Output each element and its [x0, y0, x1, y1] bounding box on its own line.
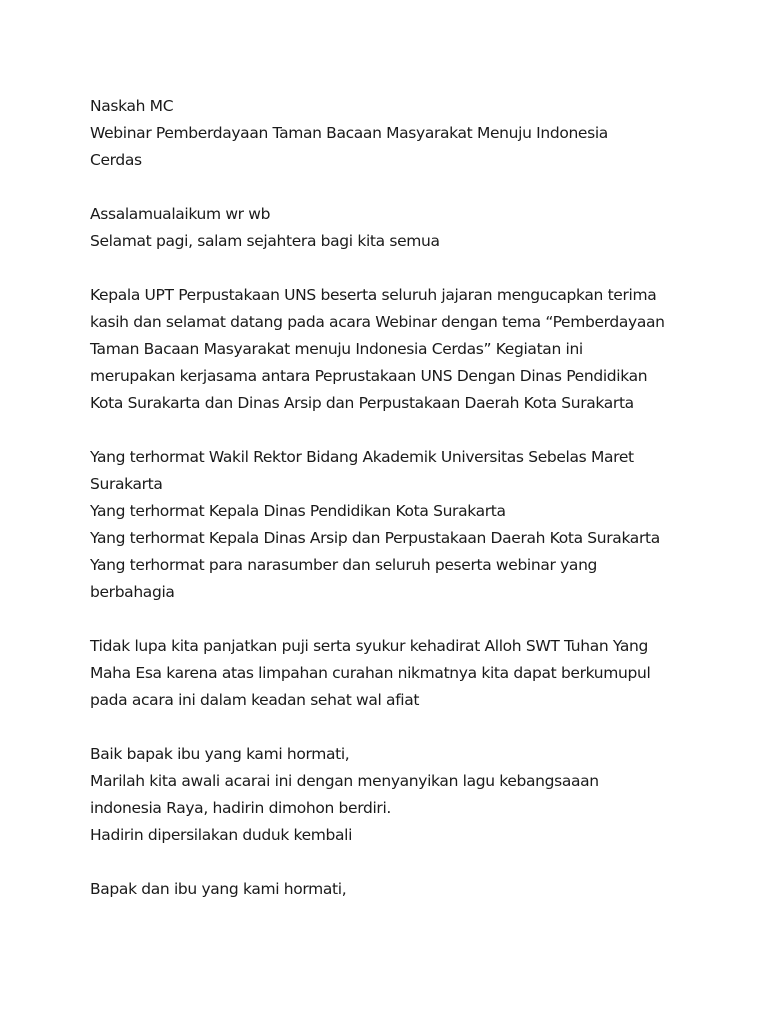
- text-line: Cerdas: [90, 151, 142, 169]
- paragraph-honorifics: [90, 444, 690, 606]
- text-line: Selamat pagi, salam sejahtera bagi kita semua: [90, 232, 440, 250]
- text-line: Kota Surakarta dan Dinas Arsip dan Perpustakaan Daerah Kota Surakarta: [90, 394, 634, 412]
- paragraph-welcome: [90, 282, 690, 417]
- text-line: Baik bapak ibu yang kami hormati,: [90, 745, 350, 763]
- paragraph-title: [90, 93, 690, 174]
- text-line: kasih dan selamat datang pada acara Webinar dengan tema “Pemberdayaan: [90, 313, 665, 331]
- paragraph-closing: [90, 876, 690, 903]
- paragraph-gratitude: [90, 633, 690, 714]
- text-line: pada acara ini dalam keadan sehat wal afiat: [90, 691, 420, 709]
- document-body: [90, 93, 690, 930]
- text-line: Yang terhormat Kepala Dinas Arsip dan Perpustakaan Daerah Kota Surakarta: [90, 529, 660, 547]
- text-line: Webinar Pemberdayaan Taman Bacaan Masyarakat Menuju Indonesia: [90, 124, 608, 142]
- text-line: Yang terhormat Kepala Dinas Pendidikan Kota Surakarta: [90, 502, 506, 520]
- text-line: Hadirin dipersilakan duduk kembali: [90, 826, 353, 844]
- text-line: Taman Bacaan Masyarakat menuju Indonesia Cerdas” Kegiatan ini: [90, 340, 583, 358]
- paragraph-greeting: [90, 201, 690, 255]
- text-line: Marilah kita awali acarai ini dengan menyanyikan lagu kebangsaaan: [90, 772, 599, 790]
- text-line: Surakarta: [90, 475, 163, 493]
- text-line: Bapak dan ibu yang kami hormati,: [90, 880, 347, 898]
- text-line: berbahagia: [90, 583, 175, 601]
- text-line: Assalamualaikum wr wb: [90, 205, 271, 223]
- paragraph-anthem: [90, 741, 690, 849]
- text-line: indonesia Raya, hadirin dimohon berdiri.: [90, 799, 391, 817]
- text-line: Yang terhormat Wakil Rektor Bidang Akademik Universitas Sebelas Maret: [90, 448, 634, 466]
- text-line: Naskah MC: [90, 97, 174, 115]
- text-line: Kepala UPT Perpustakaan UNS beserta seluruh jajaran mengucapkan terima: [90, 286, 657, 304]
- text-line: Tidak lupa kita panjatkan puji serta syukur kehadirat Alloh SWT Tuhan Yang: [90, 637, 649, 655]
- text-line: merupakan kerjasama antara Peprustakaan UNS Dengan Dinas Pendidikan: [90, 367, 648, 385]
- text-line: Yang terhormat para narasumber dan seluruh peserta webinar yang: [90, 556, 598, 574]
- text-line: Maha Esa karena atas limpahan curahan nikmatnya kita dapat berkumupul: [90, 664, 651, 682]
